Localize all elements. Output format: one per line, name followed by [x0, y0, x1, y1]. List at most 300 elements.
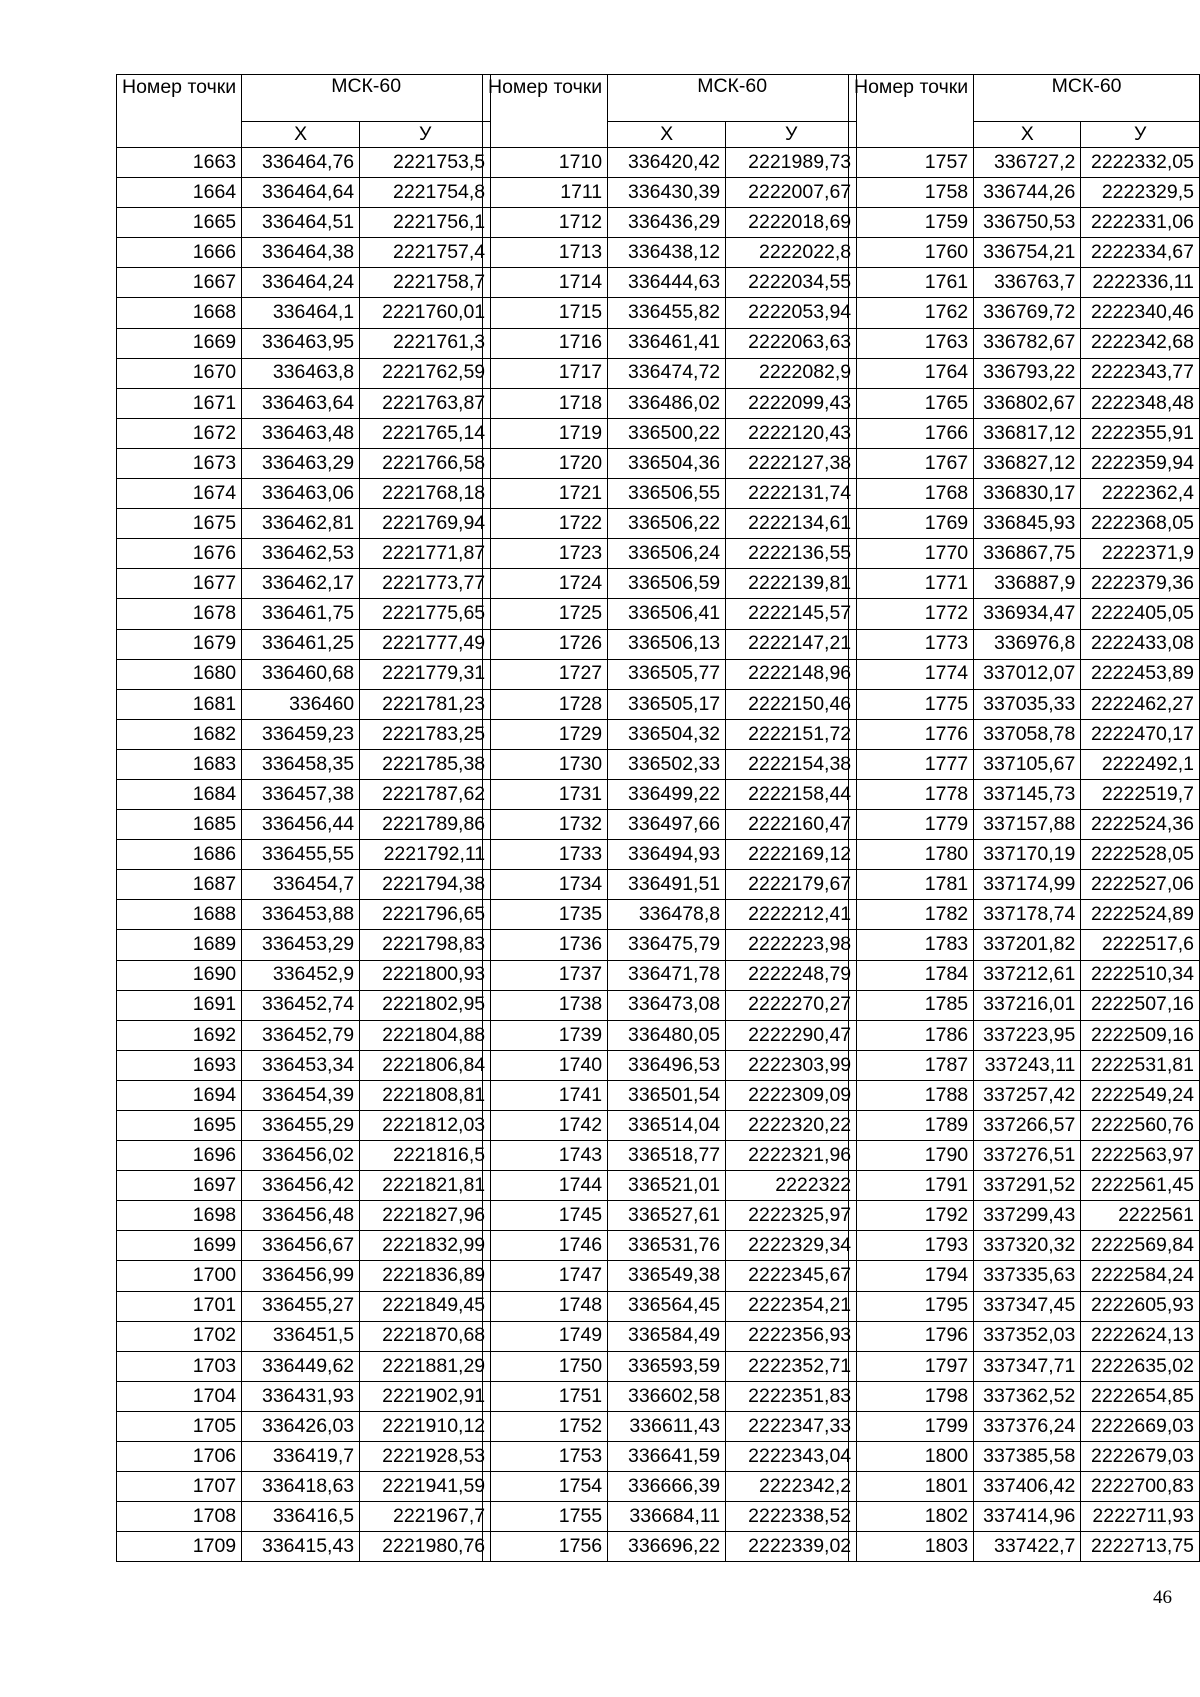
point-number-cell: 1753: [483, 1442, 608, 1472]
point-number-header: Номер точки: [483, 75, 608, 148]
x-coordinate-cell: 336464,24: [242, 268, 360, 298]
point-number-cell: 1664: [117, 178, 242, 208]
x-coordinate-cell: 336611,43: [608, 1411, 726, 1441]
table-row: [117, 238, 491, 268]
x-coordinate-cell: 336934,47: [974, 599, 1081, 629]
x-coordinate-cell: 337376,24: [974, 1411, 1081, 1441]
y-coordinate-cell: 2222150,46: [726, 689, 857, 719]
y-coordinate-cell: 2222169,12: [726, 840, 857, 870]
table-row: [849, 1111, 1200, 1141]
x-coordinate-cell: 336867,75: [974, 539, 1081, 569]
x-coordinate-cell: 336459,23: [242, 719, 360, 749]
point-number-cell: 1755: [483, 1502, 608, 1532]
y-coordinate-cell: 2222053,94: [726, 298, 857, 328]
point-number-cell: 1781: [849, 870, 974, 900]
y-column-header: У: [726, 122, 857, 148]
table-row: [117, 1111, 491, 1141]
y-coordinate-cell: 2222561: [1081, 1201, 1200, 1231]
x-coordinate-cell: 336506,59: [608, 569, 726, 599]
point-number-header: Номер точки: [117, 75, 242, 148]
point-number-cell: 1699: [117, 1231, 242, 1261]
table-row: [117, 479, 491, 509]
x-coordinate-cell: 337414,96: [974, 1502, 1081, 1532]
point-number-cell: 1688: [117, 900, 242, 930]
point-number-cell: 1714: [483, 268, 608, 298]
x-coordinate-cell: 337178,74: [974, 900, 1081, 930]
point-number-cell: 1773: [849, 629, 974, 659]
point-number-cell: 1706: [117, 1442, 242, 1472]
table-row: [483, 900, 857, 930]
point-number-cell: 1711: [483, 178, 608, 208]
point-number-cell: 1739: [483, 1020, 608, 1050]
x-coordinate-cell: 336415,43: [242, 1532, 360, 1562]
y-coordinate-cell: 2222345,67: [726, 1261, 857, 1291]
y-coordinate-cell: 2222223,98: [726, 930, 857, 960]
y-coordinate-cell: 2222470,17: [1081, 719, 1200, 749]
x-coordinate-cell: 337216,01: [974, 990, 1081, 1020]
point-number-cell: 1748: [483, 1291, 608, 1321]
point-number-cell: 1792: [849, 1201, 974, 1231]
x-coordinate-cell: 337212,61: [974, 960, 1081, 990]
point-number-cell: 1780: [849, 840, 974, 870]
table-row: [483, 509, 857, 539]
x-coordinate-cell: 336418,63: [242, 1472, 360, 1502]
y-coordinate-cell: 2222342,2: [726, 1472, 857, 1502]
table-row: [849, 810, 1200, 840]
x-coordinate-cell: 336475,79: [608, 930, 726, 960]
y-coordinate-cell: 2222154,38: [726, 749, 857, 779]
point-number-cell: 1802: [849, 1502, 974, 1532]
table-row: [849, 148, 1200, 178]
table-row: [483, 148, 857, 178]
y-coordinate-cell: 2222022,8: [726, 238, 857, 268]
x-coordinate-cell: 337223,95: [974, 1020, 1081, 1050]
point-number-cell: 1750: [483, 1351, 608, 1381]
x-coordinate-cell: 336426,03: [242, 1411, 360, 1441]
x-coordinate-cell: 336455,27: [242, 1291, 360, 1321]
y-coordinate-cell: 2222348,48: [1081, 388, 1200, 418]
table-row: [849, 990, 1200, 1020]
table-row: [117, 448, 491, 478]
point-number-cell: 1799: [849, 1411, 974, 1441]
table-row: [849, 1532, 1200, 1562]
x-coordinate-cell: 337291,52: [974, 1171, 1081, 1201]
x-coordinate-cell: 336531,76: [608, 1231, 726, 1261]
y-coordinate-cell: 2221789,86: [360, 810, 491, 840]
y-coordinate-cell: 2221910,12: [360, 1411, 491, 1441]
y-coordinate-cell: 2221870,68: [360, 1321, 491, 1351]
table-row: [117, 599, 491, 629]
table-row: [117, 689, 491, 719]
point-number-cell: 1768: [849, 479, 974, 509]
y-coordinate-cell: 2221800,93: [360, 960, 491, 990]
x-coordinate-cell: 336453,88: [242, 900, 360, 930]
table-row: [849, 539, 1200, 569]
point-number-cell: 1727: [483, 659, 608, 689]
x-coordinate-cell: 336464,38: [242, 238, 360, 268]
table-row: [483, 418, 857, 448]
table-row: [483, 659, 857, 689]
x-coordinate-cell: 337299,43: [974, 1201, 1081, 1231]
table-row: [849, 1050, 1200, 1080]
x-coordinate-cell: 336464,64: [242, 178, 360, 208]
y-coordinate-cell: 2222270,27: [726, 990, 857, 1020]
y-coordinate-cell: 2222147,21: [726, 629, 857, 659]
point-number-cell: 1728: [483, 689, 608, 719]
x-coordinate-cell: 336976,8: [974, 629, 1081, 659]
y-coordinate-cell: 2221760,01: [360, 298, 491, 328]
y-coordinate-cell: 2222127,38: [726, 448, 857, 478]
point-number-cell: 1733: [483, 840, 608, 870]
point-number-cell: 1754: [483, 1472, 608, 1502]
y-coordinate-cell: 2222669,03: [1081, 1411, 1200, 1441]
table-row: [117, 208, 491, 238]
x-coordinate-cell: 336452,74: [242, 990, 360, 1020]
x-coordinate-cell: 336463,8: [242, 358, 360, 388]
table-row: [483, 1231, 857, 1261]
table-row: [483, 298, 857, 328]
x-coordinate-cell: 336463,29: [242, 448, 360, 478]
y-coordinate-cell: 2221766,58: [360, 448, 491, 478]
table-row: [849, 659, 1200, 689]
point-number-cell: 1790: [849, 1141, 974, 1171]
x-coordinate-cell: 337406,42: [974, 1472, 1081, 1502]
y-coordinate-cell: 2221768,18: [360, 479, 491, 509]
table-row: [849, 1141, 1200, 1171]
y-coordinate-cell: 2222453,89: [1081, 659, 1200, 689]
x-coordinate-cell: 337157,88: [974, 810, 1081, 840]
y-coordinate-cell: 2222527,06: [1081, 870, 1200, 900]
y-coordinate-cell: 2222329,34: [726, 1231, 857, 1261]
y-coordinate-cell: 2222158,44: [726, 779, 857, 809]
table-row: [849, 1472, 1200, 1502]
point-number-cell: 1665: [117, 208, 242, 238]
y-coordinate-cell: 2222329,5: [1081, 178, 1200, 208]
point-number-cell: 1737: [483, 960, 608, 990]
y-coordinate-cell: 2222342,68: [1081, 328, 1200, 358]
point-number-cell: 1674: [117, 479, 242, 509]
table-row: [849, 749, 1200, 779]
point-number-cell: 1770: [849, 539, 974, 569]
y-coordinate-cell: 2222339,02: [726, 1532, 857, 1562]
table-row: [483, 1050, 857, 1080]
table-row: [849, 1261, 1200, 1291]
point-number-cell: 1705: [117, 1411, 242, 1441]
table-row: [117, 900, 491, 930]
y-coordinate-cell: 2221808,81: [360, 1080, 491, 1110]
x-coordinate-cell: 337201,82: [974, 930, 1081, 960]
table-row: [849, 479, 1200, 509]
x-coordinate-cell: 337012,07: [974, 659, 1081, 689]
point-number-cell: 1784: [849, 960, 974, 990]
y-coordinate-cell: 2221989,73: [726, 148, 857, 178]
point-number-cell: 1707: [117, 1472, 242, 1502]
point-number-cell: 1783: [849, 930, 974, 960]
point-number-cell: 1695: [117, 1111, 242, 1141]
point-number-cell: 1702: [117, 1321, 242, 1351]
table-row: [117, 960, 491, 990]
y-coordinate-cell: 2222351,83: [726, 1381, 857, 1411]
x-coordinate-cell: 336514,04: [608, 1111, 726, 1141]
point-number-cell: 1787: [849, 1050, 974, 1080]
x-coordinate-cell: 336480,05: [608, 1020, 726, 1050]
x-coordinate-cell: 336497,66: [608, 810, 726, 840]
table-row: [483, 1442, 857, 1472]
y-coordinate-cell: 2222336,11: [1081, 268, 1200, 298]
point-number-cell: 1722: [483, 509, 608, 539]
x-coordinate-cell: 336453,34: [242, 1050, 360, 1080]
table-row: [483, 779, 857, 809]
table-row: [483, 1201, 857, 1231]
y-coordinate-cell: 2221796,65: [360, 900, 491, 930]
x-coordinate-cell: 336463,95: [242, 328, 360, 358]
point-number-cell: 1676: [117, 539, 242, 569]
y-coordinate-cell: 2221753,5: [360, 148, 491, 178]
y-column-header: У: [360, 122, 491, 148]
y-coordinate-cell: 2221806,84: [360, 1050, 491, 1080]
point-number-cell: 1721: [483, 479, 608, 509]
point-number-cell: 1667: [117, 268, 242, 298]
y-coordinate-cell: 2222524,89: [1081, 900, 1200, 930]
y-coordinate-cell: 2222179,67: [726, 870, 857, 900]
x-coordinate-cell: 336499,22: [608, 779, 726, 809]
point-number-cell: 1801: [849, 1472, 974, 1502]
y-coordinate-cell: 2222354,21: [726, 1291, 857, 1321]
x-coordinate-cell: 336641,59: [608, 1442, 726, 1472]
x-coordinate-cell: 336454,39: [242, 1080, 360, 1110]
table-row: [849, 569, 1200, 599]
point-number-cell: 1759: [849, 208, 974, 238]
y-coordinate-cell: 2221804,88: [360, 1020, 491, 1050]
x-coordinate-cell: 336456,02: [242, 1141, 360, 1171]
x-coordinate-cell: 336461,41: [608, 328, 726, 358]
x-coordinate-cell: 337257,42: [974, 1080, 1081, 1110]
coordinates-table-2: [482, 74, 857, 1562]
point-number-cell: 1704: [117, 1381, 242, 1411]
point-number-cell: 1788: [849, 1080, 974, 1110]
y-coordinate-cell: 2222531,81: [1081, 1050, 1200, 1080]
coordinate-system-header: МСК-60: [242, 75, 491, 122]
table-row: [483, 1351, 857, 1381]
y-coordinate-cell: 2221779,31: [360, 659, 491, 689]
point-number-cell: 1692: [117, 1020, 242, 1050]
table-row: [849, 1171, 1200, 1201]
point-number-cell: 1718: [483, 388, 608, 418]
y-coordinate-cell: 2222528,05: [1081, 840, 1200, 870]
table-row: [849, 1231, 1200, 1261]
point-number-cell: 1723: [483, 539, 608, 569]
x-coordinate-cell: 336416,5: [242, 1502, 360, 1532]
x-coordinate-cell: 336602,58: [608, 1381, 726, 1411]
y-coordinate-cell: 2222099,43: [726, 388, 857, 418]
table-row: [483, 1381, 857, 1411]
table-body: [117, 148, 491, 1562]
table-row: [483, 238, 857, 268]
point-number-cell: 1669: [117, 328, 242, 358]
y-coordinate-cell: 2221849,45: [360, 1291, 491, 1321]
y-coordinate-cell: 2221783,25: [360, 719, 491, 749]
y-coordinate-cell: 2222343,04: [726, 1442, 857, 1472]
x-coordinate-cell: 336430,39: [608, 178, 726, 208]
point-number-cell: 1760: [849, 238, 974, 268]
y-coordinate-cell: 2222563,97: [1081, 1141, 1200, 1171]
point-number-cell: 1725: [483, 599, 608, 629]
x-coordinate-cell: 336502,33: [608, 749, 726, 779]
table-row: [849, 388, 1200, 418]
point-number-cell: 1693: [117, 1050, 242, 1080]
coordinate-system-header: МСК-60: [608, 75, 857, 122]
y-coordinate-cell: 2222711,93: [1081, 1502, 1200, 1532]
point-number-cell: 1775: [849, 689, 974, 719]
table-row: [483, 569, 857, 599]
x-coordinate-cell: 336817,12: [974, 418, 1081, 448]
table-row: [483, 268, 857, 298]
y-coordinate-cell: 2221792,11: [360, 840, 491, 870]
x-coordinate-cell: 336444,63: [608, 268, 726, 298]
x-coordinate-cell: 336456,44: [242, 810, 360, 840]
table-row: [849, 178, 1200, 208]
point-number-cell: 1730: [483, 749, 608, 779]
x-coordinate-cell: 336505,17: [608, 689, 726, 719]
point-number-cell: 1791: [849, 1171, 974, 1201]
table-row: [117, 509, 491, 539]
table-row: [117, 1411, 491, 1441]
x-coordinate-cell: 336436,29: [608, 208, 726, 238]
point-number-cell: 1749: [483, 1321, 608, 1351]
table-row: [483, 870, 857, 900]
point-number-cell: 1776: [849, 719, 974, 749]
x-coordinate-cell: 337145,73: [974, 779, 1081, 809]
table-row: [483, 1502, 857, 1532]
table-row: [849, 719, 1200, 749]
y-column-header: У: [1081, 122, 1200, 148]
point-number-cell: 1779: [849, 810, 974, 840]
x-coordinate-cell: 336462,53: [242, 539, 360, 569]
y-coordinate-cell: 2222160,47: [726, 810, 857, 840]
point-number-cell: 1717: [483, 358, 608, 388]
table-row: [849, 1020, 1200, 1050]
table-row: [483, 358, 857, 388]
y-coordinate-cell: 2222679,03: [1081, 1442, 1200, 1472]
point-number-cell: 1684: [117, 779, 242, 809]
table-row: [483, 479, 857, 509]
table-row: [117, 1050, 491, 1080]
x-coordinate-cell: 336505,77: [608, 659, 726, 689]
table-row: [849, 1080, 1200, 1110]
point-number-cell: 1666: [117, 238, 242, 268]
y-coordinate-cell: 2221798,83: [360, 930, 491, 960]
table-row: [117, 719, 491, 749]
table-row: [117, 930, 491, 960]
table-row: [117, 328, 491, 358]
table-row: [483, 719, 857, 749]
table-row: [117, 1141, 491, 1171]
table-row: [849, 1321, 1200, 1351]
table-row: [483, 1291, 857, 1321]
point-number-cell: 1681: [117, 689, 242, 719]
x-coordinate-cell: 336455,82: [608, 298, 726, 328]
x-coordinate-cell: 336473,08: [608, 990, 726, 1020]
point-number-cell: 1709: [117, 1532, 242, 1562]
y-coordinate-cell: 2222320,22: [726, 1111, 857, 1141]
y-coordinate-cell: 2222368,05: [1081, 509, 1200, 539]
y-coordinate-cell: 2222713,75: [1081, 1532, 1200, 1562]
table-row: [849, 1351, 1200, 1381]
y-coordinate-cell: 2222635,02: [1081, 1351, 1200, 1381]
point-number-cell: 1744: [483, 1171, 608, 1201]
y-coordinate-cell: 2221980,76: [360, 1532, 491, 1562]
x-coordinate-cell: 336471,78: [608, 960, 726, 990]
x-coordinate-cell: 336506,55: [608, 479, 726, 509]
x-coordinate-cell: 337105,67: [974, 749, 1081, 779]
table-row: [849, 298, 1200, 328]
table-row: [117, 1080, 491, 1110]
point-number-cell: 1757: [849, 148, 974, 178]
y-coordinate-cell: 2222322: [726, 1171, 857, 1201]
point-number-cell: 1774: [849, 659, 974, 689]
y-coordinate-cell: 2222063,63: [726, 328, 857, 358]
y-coordinate-cell: 2222519,7: [1081, 779, 1200, 809]
table-row: [117, 779, 491, 809]
y-coordinate-cell: 2222510,34: [1081, 960, 1200, 990]
point-number-cell: 1679: [117, 629, 242, 659]
x-coordinate-cell: 336521,01: [608, 1171, 726, 1201]
x-coordinate-cell: 336419,7: [242, 1442, 360, 1472]
point-number-cell: 1700: [117, 1261, 242, 1291]
x-coordinate-cell: 336431,93: [242, 1381, 360, 1411]
y-coordinate-cell: 2222347,33: [726, 1411, 857, 1441]
point-number-cell: 1677: [117, 569, 242, 599]
table-row: [117, 298, 491, 328]
x-coordinate-cell: 336462,81: [242, 509, 360, 539]
x-coordinate-cell: 336564,45: [608, 1291, 726, 1321]
table-row: [483, 749, 857, 779]
point-number-cell: 1777: [849, 749, 974, 779]
point-number-cell: 1769: [849, 509, 974, 539]
point-number-cell: 1732: [483, 810, 608, 840]
table-row: [483, 930, 857, 960]
table-row: [117, 1532, 491, 1562]
table-row: [849, 238, 1200, 268]
y-coordinate-cell: 2222352,71: [726, 1351, 857, 1381]
x-coordinate-cell: 336496,53: [608, 1050, 726, 1080]
x-coordinate-cell: 336494,93: [608, 840, 726, 870]
table-row: [849, 1442, 1200, 1472]
table-row: [117, 569, 491, 599]
table-row: [117, 1321, 491, 1351]
table-row: [849, 509, 1200, 539]
x-coordinate-cell: 336549,38: [608, 1261, 726, 1291]
point-number-cell: 1691: [117, 990, 242, 1020]
x-coordinate-cell: 336696,22: [608, 1532, 726, 1562]
x-coordinate-cell: 337352,03: [974, 1321, 1081, 1351]
point-number-cell: 1764: [849, 358, 974, 388]
y-coordinate-cell: 2221756,1: [360, 208, 491, 238]
y-coordinate-cell: 2221762,59: [360, 358, 491, 388]
x-coordinate-cell: 336754,21: [974, 238, 1081, 268]
y-coordinate-cell: 2222569,84: [1081, 1231, 1200, 1261]
point-number-cell: 1742: [483, 1111, 608, 1141]
point-number-cell: 1671: [117, 388, 242, 418]
point-number-cell: 1663: [117, 148, 242, 178]
point-number-cell: 1670: [117, 358, 242, 388]
point-number-cell: 1686: [117, 840, 242, 870]
table-row: [117, 268, 491, 298]
y-coordinate-cell: 2221928,53: [360, 1442, 491, 1472]
point-number-cell: 1682: [117, 719, 242, 749]
point-number-cell: 1690: [117, 960, 242, 990]
point-number-cell: 1785: [849, 990, 974, 1020]
